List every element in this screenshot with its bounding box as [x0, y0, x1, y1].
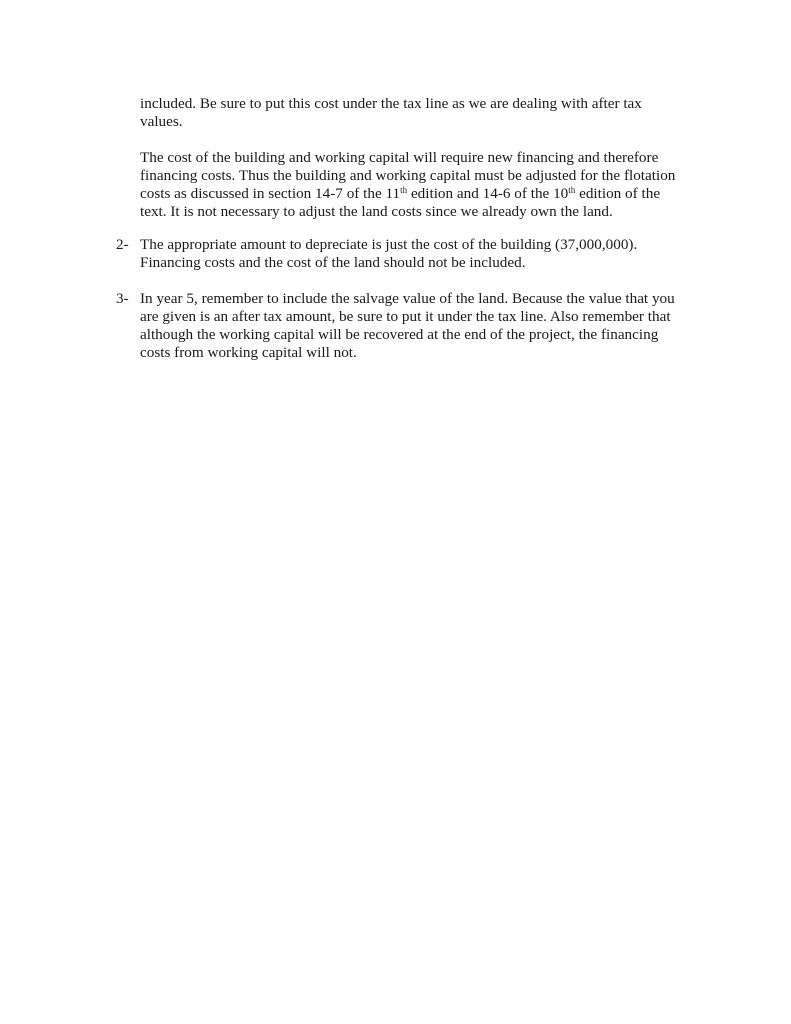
list-item-body: [140, 236, 706, 272]
list-marker: 2-: [116, 236, 129, 253]
text-line: Financing costs and the cost of the land should not be included.: [140, 254, 526, 271]
text-line: text. It is not necessary to adjust the land costs since we already own the land.: [140, 203, 613, 220]
list-marker: 3-: [116, 290, 129, 307]
text-line: values.: [140, 113, 183, 130]
text-line: The appropriate amount to depreciate is just the cost of the building (37,000,000).: [140, 236, 638, 253]
list-item-body: [140, 290, 706, 362]
text-line: In year 5, remember to include the salvage value of the land. Because the value that you: [140, 290, 675, 307]
text-line: The cost of the building and working capital will require new financing and therefore: [140, 149, 659, 166]
ordinal-superscript: th: [400, 185, 408, 195]
text-line: although the working capital will be recovered at the end of the project, the financing: [140, 326, 659, 343]
text-line: are given is an after tax amount, be sure to put it under the tax line. Also remember that: [140, 308, 671, 325]
text-segment: edition of the: [575, 185, 661, 202]
text-segment: edition and 14-6 of the 10: [407, 185, 569, 202]
financing-paragraph: [140, 149, 700, 221]
ordinal-superscript: th: [568, 185, 576, 195]
continuation-paragraph: [140, 95, 700, 131]
text-segment: costs as discussed in section 14-7 of the 11: [140, 185, 401, 202]
text-line: included. Be sure to put this cost under the tax line as we are dealing with after tax: [140, 95, 642, 112]
text-line: financing costs. Thus the building and working capital must be adjusted for the flotation: [140, 167, 676, 184]
text-line: costs from working capital will not.: [140, 344, 357, 361]
text-line-with-superscripts: [140, 185, 700, 203]
